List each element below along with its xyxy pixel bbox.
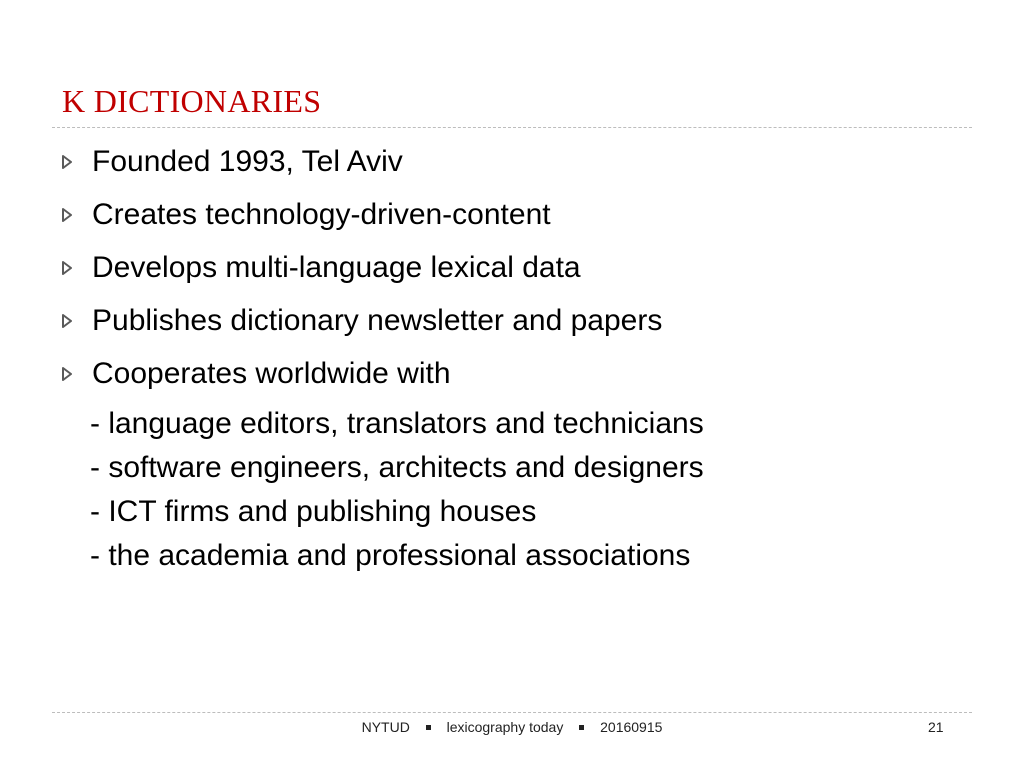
bullet-list (62, 144, 972, 409)
bullet-item (62, 197, 972, 250)
page-number: 21 (928, 719, 944, 735)
triangle-right-icon (62, 144, 92, 180)
triangle-right-icon (62, 303, 92, 339)
bullet-text: Founded 1993, Tel Aviv (92, 145, 403, 178)
triangle-right-icon (62, 197, 92, 233)
square-bullet-icon (579, 725, 584, 730)
slide-title: K DICTIONARIES (62, 83, 322, 119)
sub-item-list (90, 402, 704, 578)
bullet-text: Creates technology-driven-content (92, 198, 551, 231)
bullet-item (62, 250, 972, 303)
sub-item: - ICT firms and publishing houses (90, 495, 537, 528)
bullet-text: Cooperates worldwide with (92, 357, 451, 390)
title-divider (52, 127, 972, 128)
sub-item: - software engineers, architects and designers (90, 451, 704, 484)
triangle-right-icon (62, 250, 92, 286)
bullet-item (62, 303, 972, 356)
square-bullet-icon (426, 725, 431, 730)
footer-date-text: 20160915 (600, 719, 663, 735)
triangle-right-icon (62, 356, 92, 392)
footer (0, 719, 1024, 735)
bullet-text: Publishes dictionary newsletter and papers (92, 304, 663, 337)
sub-item: - language editors, translators and technicians (90, 407, 704, 440)
footer-middle-text: lexicography today (446, 719, 564, 735)
bullet-text: Develops multi-language lexical data (92, 251, 581, 284)
footer-left-text: NYTUD (361, 719, 410, 735)
footer-divider (52, 712, 972, 713)
bullet-item (62, 144, 972, 197)
sub-item: - the academia and professional associations (90, 539, 691, 572)
